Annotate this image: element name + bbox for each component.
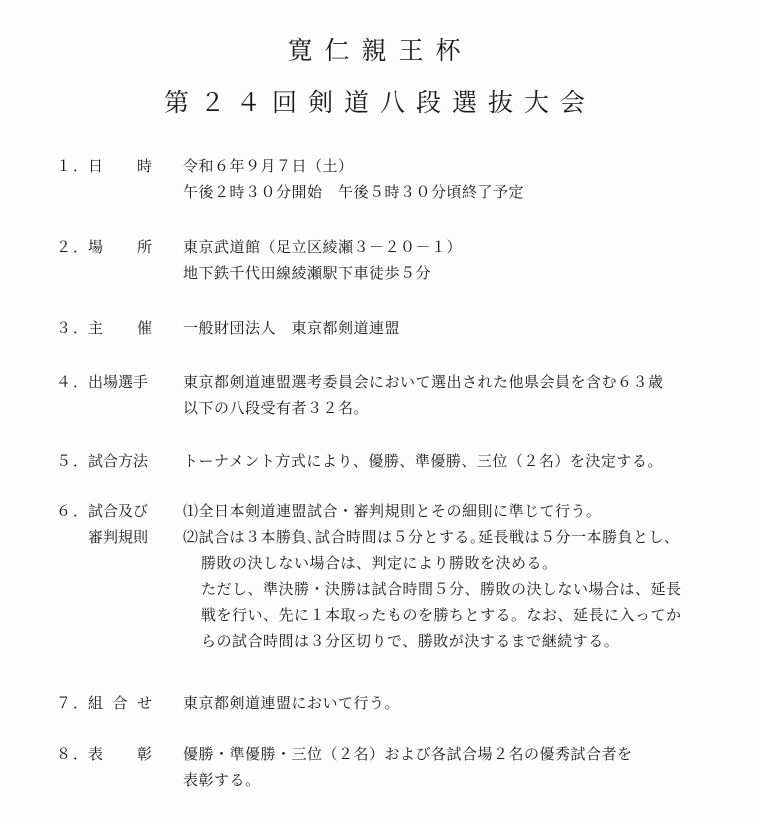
- content-line: 一般財団法人 東京都剣道連盟: [183, 319, 401, 337]
- document-title: 寛仁親王杯: [287, 36, 473, 65]
- item-label: 表 彰: [88, 745, 152, 763]
- content-line: 東京武道館（足立区綾瀬３－２０－１）: [183, 238, 463, 256]
- item-content: [183, 315, 723, 341]
- content-line: ⑴全日本剣道連盟試合・審判規則とその細則に準じて行う。: [183, 502, 602, 520]
- item-label: 試合方法: [88, 452, 149, 470]
- item-label: 試合及び: [88, 502, 149, 520]
- content-line: トーナメント方式により、優勝、準優勝、三位（２名）を決定する。: [183, 452, 663, 470]
- item-label: 日 時: [88, 157, 152, 175]
- item-number: ３．: [56, 319, 91, 337]
- content-line: ⑵試合は３本勝負､試合時間は５分とする｡延長戦は５分一本勝負とし、: [183, 528, 680, 546]
- item-content: [183, 369, 723, 421]
- item-label: 組合せ: [88, 694, 152, 712]
- item-number: ８．: [56, 745, 91, 763]
- item-content: [183, 498, 723, 654]
- item-number: ７．: [56, 694, 91, 712]
- content-line: 戦を行い、先に１本取ったものを勝ちとする。なお、延長に入ってか: [201, 606, 682, 624]
- item-content: [183, 741, 723, 793]
- content-line: 午後２時３０分開始 午後５時３０分頃終了予定: [183, 183, 525, 201]
- content-line: 以下の八段受有者３２名。: [183, 399, 370, 417]
- item-number: ６．: [56, 502, 91, 520]
- item-number: １．: [56, 157, 91, 175]
- item-content: [183, 153, 723, 205]
- item-label-second-line: 審判規則: [88, 528, 149, 546]
- content-line: 東京都剣道連盟において行う。: [183, 694, 401, 712]
- content-line: ただし、準決勝・決勝は試合時間５分、勝敗の決しない場合は、延長: [201, 580, 682, 598]
- content-line: 令和６年９月７日（土）: [183, 157, 354, 175]
- content-line: 東京都剣道連盟選考委員会において選出された他県会員を含む６３歳: [183, 373, 664, 391]
- item-label: 出場選手: [88, 373, 149, 391]
- item-label: 主 催: [88, 319, 152, 337]
- item-label: 場 所: [88, 238, 152, 256]
- content-line: 表彰する。: [183, 771, 261, 789]
- document-subtitle: 第２４回剣道八段選抜大会: [163, 88, 596, 117]
- content-line: 優勝・準優勝・三位（２名）および各試合場２名の優秀試合者を: [183, 745, 633, 763]
- item-content: [183, 234, 723, 286]
- content-line: 地下鉄千代田線綾瀬駅下車徒歩５分: [183, 264, 432, 282]
- content-line: 勝敗の決しない場合は、判定により勝敗を決める。: [201, 554, 558, 572]
- content-line: らの試合時間は３分区切りで、勝敗が決するまで継続する。: [201, 632, 620, 650]
- item-number: ２．: [56, 238, 91, 256]
- item-content: [183, 690, 723, 716]
- item-content: [183, 448, 723, 474]
- item-number: ５．: [56, 452, 91, 470]
- item-number: ４．: [56, 373, 91, 391]
